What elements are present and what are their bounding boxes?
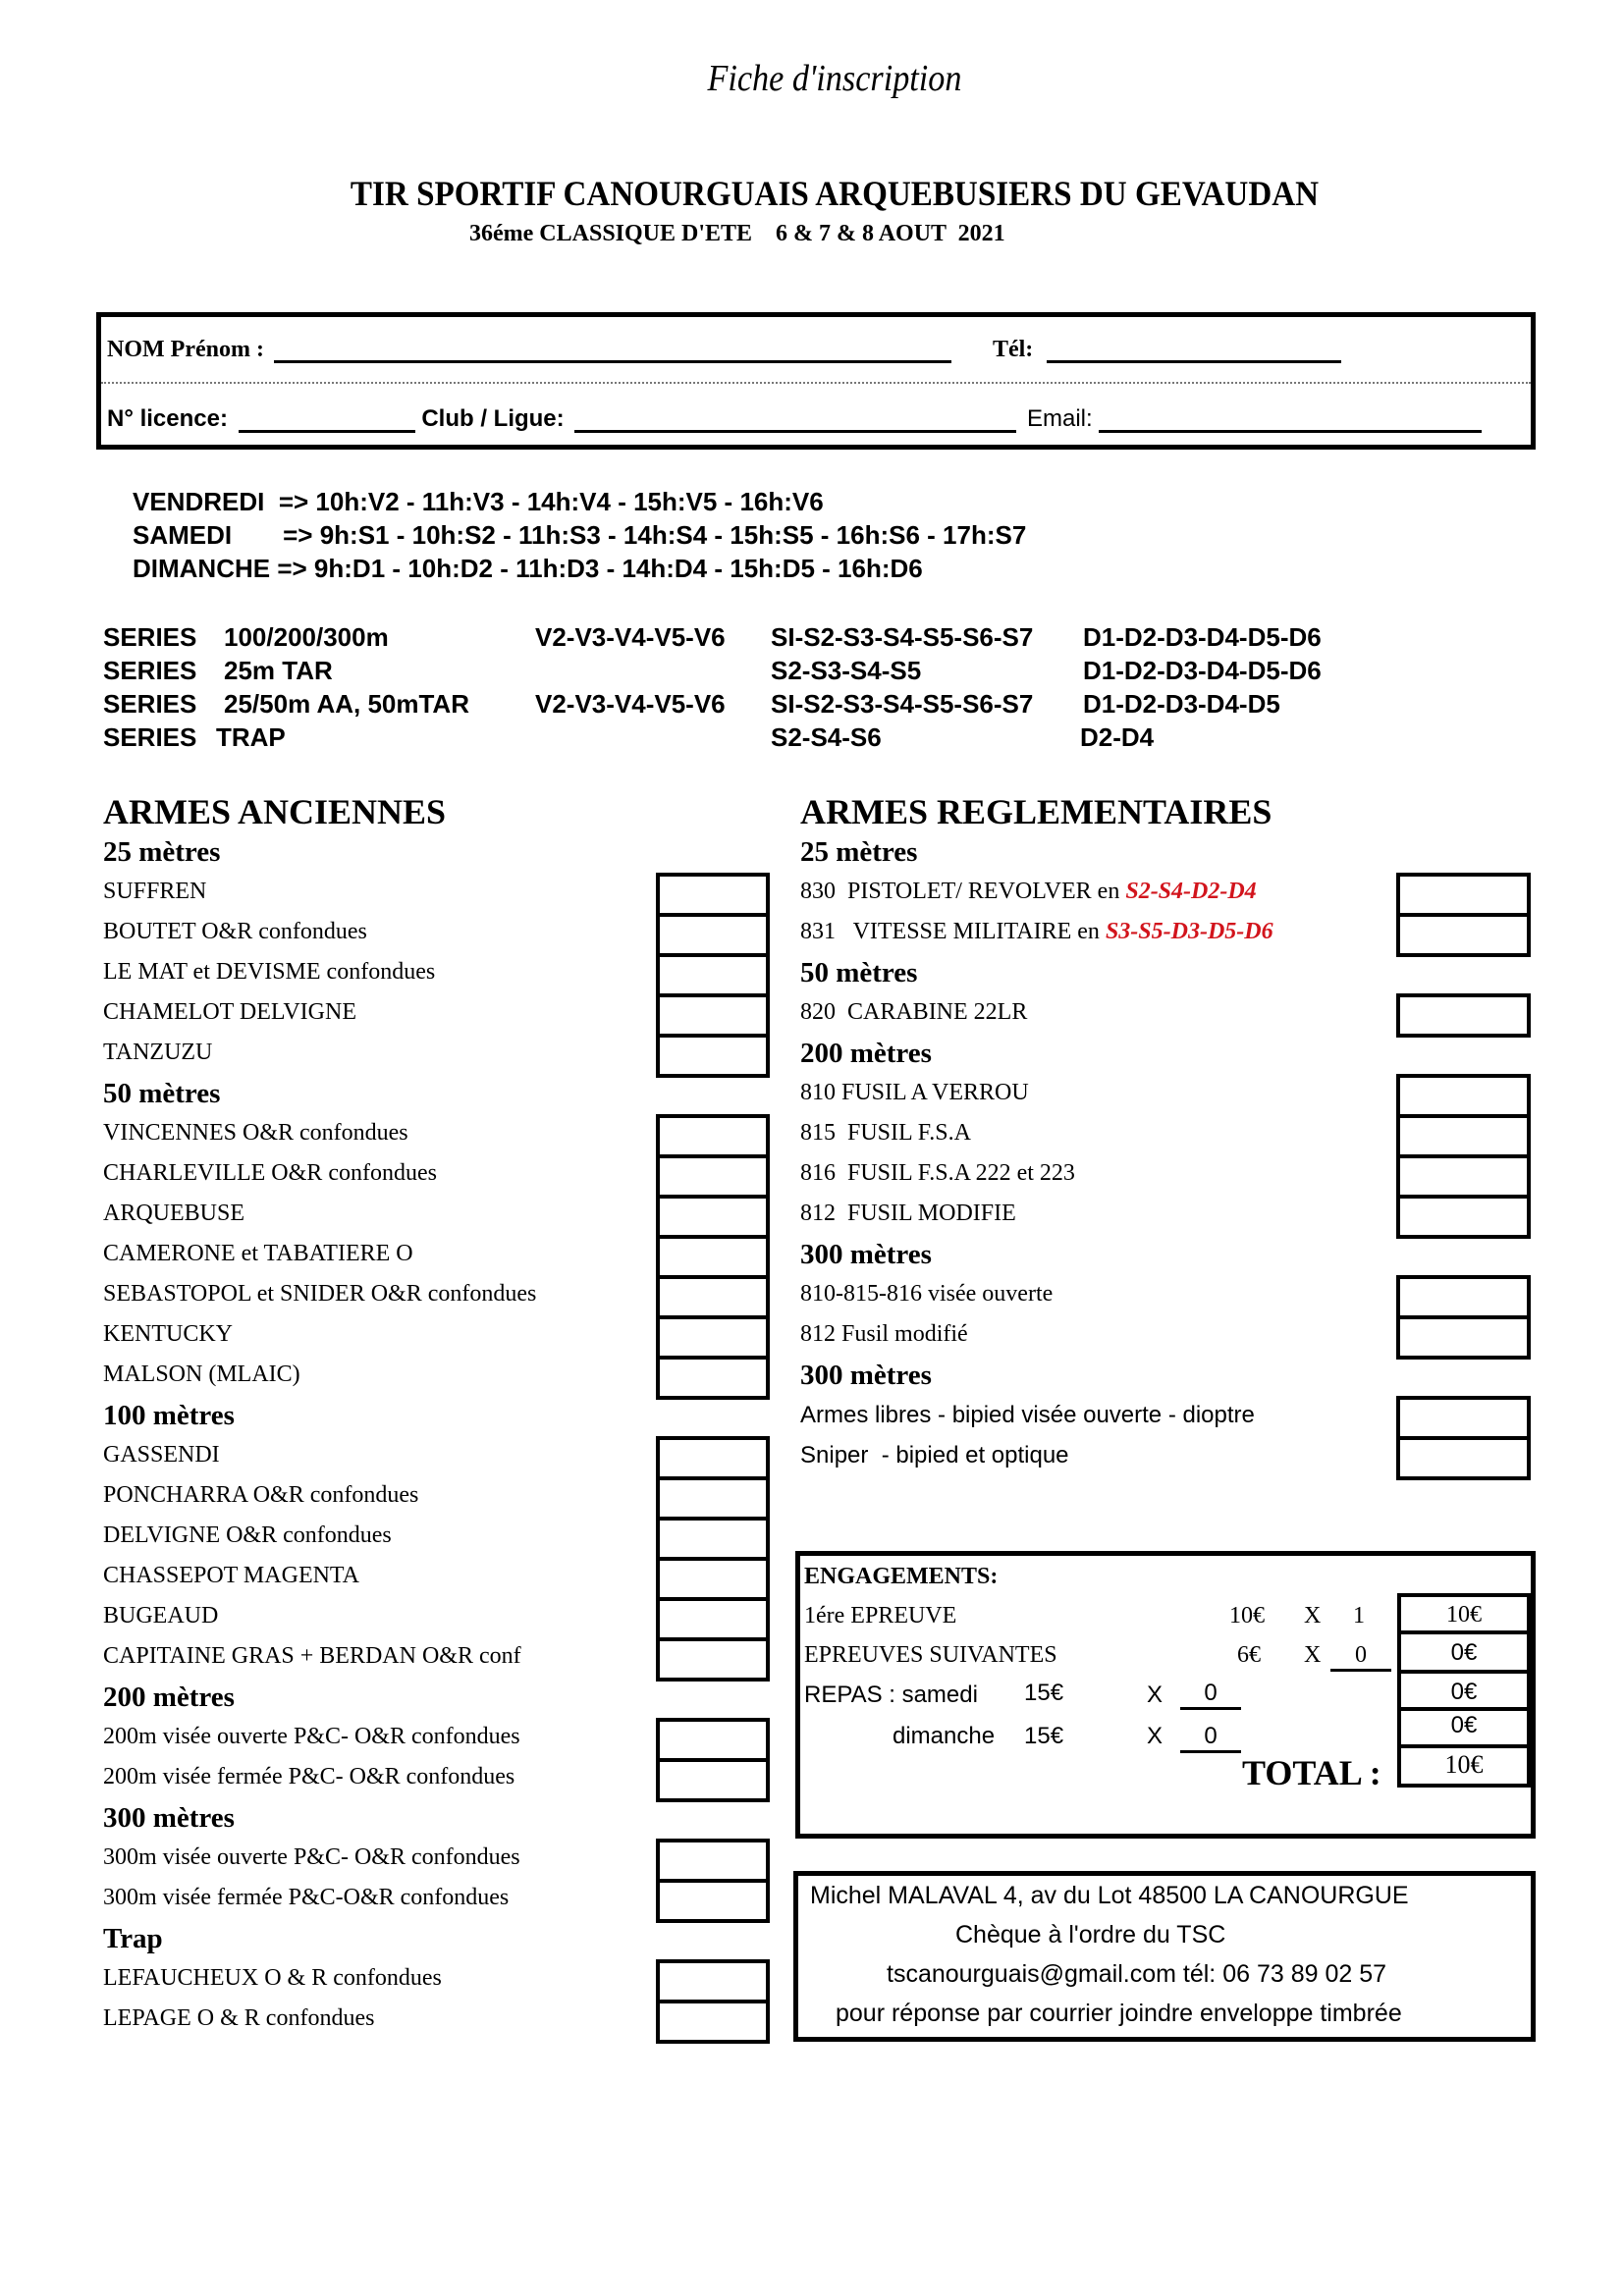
entry-checkbox[interactable] [1396,993,1531,1038]
entry-checkbox[interactable] [656,1476,770,1521]
entry-checkbox[interactable] [656,1557,770,1601]
series-discipline: TRAP [216,722,286,752]
contact-email-phone: tscanourguais@gmail.com tél: 06 73 89 02 57 [887,1960,1387,1988]
weapon-label [800,999,1027,1026]
entry-checkbox[interactable] [656,1839,770,1883]
entry-checkbox[interactable] [1396,913,1531,957]
total-label: TOTAL : [1242,1753,1381,1792]
weapon-text: 812 Fusil modifié [800,1321,968,1347]
weapon-text: 815 FUSIL F.S.A [800,1120,971,1146]
weapon-label: 300m visée ouverte P&C- O&R confondues [103,1844,520,1870]
weapon-label [800,879,1257,905]
series-dimanche: D1-D2-D3-D4-D5-D6 [1083,622,1322,652]
entry-checkbox[interactable] [656,1959,770,2003]
contact-cheque: Chèque à l'ordre du TSC [955,1921,1226,1949]
entry-checkbox[interactable] [656,913,770,957]
entry-checkbox[interactable] [656,1114,770,1158]
series-label: SERIES [103,656,197,685]
organization-title: TIR SPORTIF CANOURGUAIS ARQUEBUSIERS DU GEVAUDAN [350,174,1320,213]
weapon-label: GASSENDI [103,1442,220,1468]
club-field[interactable] [574,408,1016,433]
weapon-label: VINCENNES O&R confondues [103,1120,408,1146]
weapon-text: 816 FUSIL F.S.A 222 et 223 [800,1160,1075,1186]
divider [101,382,1531,384]
series-samedi: S2-S3-S4-S5 [771,656,922,685]
entry-checkbox[interactable] [656,953,770,997]
entry-checkbox[interactable] [656,1879,770,1923]
tel-field[interactable] [1047,339,1341,363]
repas-dimanche-label: dimanche [893,1723,996,1749]
weapon-label [800,1442,1069,1469]
multiply-sign: X [1304,1603,1322,1629]
weapon-label: CAPITAINE GRAS + BERDAN O&R conf [103,1643,521,1669]
weapon-label: BUGEAUD [103,1603,219,1629]
entry-checkbox[interactable] [656,1195,770,1239]
weapon-label: CHARLEVILLE O&R confondues [103,1160,437,1186]
entry-checkbox[interactable] [1396,1436,1531,1480]
repas-samedi-qty[interactable]: 0 [1180,1680,1241,1710]
distance-heading: 50 mètres [103,1078,221,1109]
name-label: NOM Prénom : [107,337,264,362]
contact-box [793,1871,1536,2042]
weapon-label: PONCHARRA O&R confondues [103,1482,419,1508]
weapon-label: MALSON (MLAIC) [103,1362,300,1387]
entry-checkbox[interactable] [656,1718,770,1762]
entry-checkbox[interactable] [1396,1154,1531,1199]
entry-checkbox[interactable] [656,1436,770,1480]
weapon-label: LEFAUCHEUX O & R confondues [103,1965,442,1991]
licence-label: N° licence: [107,405,228,432]
series-dimanche: D2-D4 [1080,722,1155,752]
schedule-samedi [133,520,1026,551]
weapon-label: LEPAGE O & R confondues [103,2005,375,2031]
series-samedi: SI-S2-S3-S4-S5-S6-S7 [771,622,1034,652]
weapon-text: 810-815-816 visée ouverte [800,1281,1054,1307]
weapon-text: Sniper - bipied et optique [800,1442,1069,1468]
series-samedi: S2-S4-S6 [771,722,882,752]
series-label: SERIES [103,622,197,652]
weapon-label [800,1080,1029,1106]
weapon-label: 200m visée ouverte P&C- O&R confondues [103,1724,520,1749]
contact-note: pour réponse par courrier joindre enveloppe timbrée [836,2000,1402,2027]
entry-checkbox[interactable] [656,1637,770,1682]
weapon-label [800,1120,971,1147]
first-epreuve-price: 10€ [1229,1603,1265,1629]
weapon-label [800,1281,1053,1308]
entry-checkbox[interactable] [656,1154,770,1199]
day-slots: => 9h:S1 - 10h:S2 - 11h:S3 - 14h:S4 - 15h:S5 - 16h:S6 - 17h:S7 [283,520,1027,550]
series-highlight: S3-S5-D3-D5-D6 [1105,919,1273,944]
weapon-text: Armes libres - bipied visée ouverte - dioptre [800,1402,1255,1428]
event-subtitle: 36éme CLASSIQUE D'ETE 6 & 7 & 8 AOUT 2021 [469,221,1005,246]
series-label: SERIES [103,722,197,752]
entry-checkbox[interactable] [656,1356,770,1400]
entry-checkbox[interactable] [1396,1275,1531,1319]
next-epreuves-label: EPREUVES SUIVANTES [804,1642,1057,1668]
weapon-label: TANZUZU [103,1040,213,1065]
series-discipline: 100/200/300m [224,622,389,652]
distance-heading: Trap [103,1923,163,1954]
weapon-label: CHASSEPOT MAGENTA [103,1563,359,1588]
day-slots: => 9h:D1 - 10h:D2 - 11h:D3 - 14h:D4 - 15h:D5 - 16h:D6 [277,554,923,583]
entry-checkbox[interactable] [1396,1114,1531,1158]
weapon-label: CHAMELOT DELVIGNE [103,999,356,1025]
distance-heading: 300 mètres [800,1360,932,1391]
distance-heading: 25 mètres [800,836,918,868]
weapon-label: CAMERONE et TABATIERE O [103,1241,413,1266]
email-label: Email: [1026,405,1093,432]
entry-checkbox[interactable] [656,1235,770,1279]
section-title: ARMES REGLEMENTAIRES [800,792,1272,831]
weapon-label [800,1160,1075,1187]
entry-checkbox[interactable] [656,1758,770,1802]
weapon-label: 300m visée fermée P&C-O&R confondues [103,1885,510,1910]
series-discipline: 25/50m AA, 50mTAR [224,689,469,719]
series-vendredi: V2-V3-V4-V5-V6 [535,622,726,652]
entry-checkbox[interactable] [1396,1315,1531,1360]
weapon-label: KENTUCKY [103,1321,233,1347]
day-label: VENDREDI [133,487,265,516]
repas-dimanche-qty[interactable]: 0 [1180,1723,1241,1753]
entry-checkbox[interactable] [656,1275,770,1319]
weapon-label: LE MAT et DEVISME confondues [103,959,436,985]
club-label: Club / Ligue: [421,405,565,432]
schedule-dimanche [133,554,923,584]
schedule-vendredi [133,487,824,517]
series-discipline: 25m TAR [224,656,333,685]
entry-checkbox[interactable] [1396,1074,1531,1118]
repas-dimanche-price: 15€ [1024,1723,1064,1749]
multiply-sign: X [1147,1723,1164,1749]
engagements-box [795,1551,1536,1839]
weapon-label: ARQUEBUSE [103,1201,245,1226]
distance-heading: 25 mètres [103,836,221,868]
entry-checkbox[interactable] [656,1517,770,1561]
next-epreuves-qty[interactable]: 0 [1330,1642,1391,1672]
weapon-text: 820 CARABINE 22LR [800,999,1028,1025]
day-slots: => 10h:V2 - 11h:V3 - 14h:V4 - 15h:V5 - 16h:V6 [278,487,824,516]
weapon-label [800,1201,1016,1227]
repas-samedi-amount: 0€ [1397,1670,1531,1711]
weapon-label: SEBASTOPOL et SNIDER O&R confondues [103,1281,537,1307]
form-title: Fiche d'inscription [707,58,962,99]
entry-checkbox[interactable] [1396,1195,1531,1239]
entry-checkbox[interactable] [1396,873,1531,917]
distance-heading: 100 mètres [103,1400,235,1431]
series-dimanche: D1-D2-D3-D4-D5 [1083,689,1280,719]
distance-heading: 200 mètres [103,1682,235,1713]
first-epreuve-amount: 10€ [1397,1593,1531,1634]
next-epreuves-amount: 0€ [1397,1630,1531,1674]
weapon-label: SUFFREN [103,879,207,904]
distance-heading: 50 mètres [800,957,918,988]
series-dimanche: D1-D2-D3-D4-D5-D6 [1083,656,1322,685]
day-label: SAMEDI [133,520,233,550]
total-amount: 10€ [1397,1744,1531,1788]
weapon-text: 830 PISTOLET/ REVOLVER en [800,879,1126,904]
series-vendredi: V2-V3-V4-V5-V6 [535,689,726,719]
email-field[interactable] [1099,408,1482,433]
multiply-sign: X [1304,1642,1322,1668]
first-epreuve-label: 1ére EPREUVE [804,1603,957,1629]
repas-dimanche-amount: 0€ [1397,1707,1531,1748]
repas-samedi-label: REPAS : samedi [804,1682,978,1708]
entry-checkbox[interactable] [656,1597,770,1641]
weapon-text: 810 FUSIL A VERROU [800,1080,1029,1105]
section-title: ARMES ANCIENNES [103,792,447,831]
name-field[interactable] [274,339,951,363]
weapon-label [800,919,1273,945]
entry-checkbox[interactable] [656,1315,770,1360]
weapon-label: BOUTET O&R confondues [103,919,367,944]
identity-box [96,312,1536,450]
weapon-text: 812 FUSIL MODIFIE [800,1201,1016,1226]
distance-heading: 200 mètres [800,1038,932,1069]
first-epreuve-qty: 1 [1353,1603,1365,1629]
distance-heading: 300 mètres [103,1802,235,1834]
entry-checkbox[interactable] [656,1034,770,1078]
multiply-sign: X [1147,1682,1164,1708]
weapon-label [800,1321,968,1348]
licence-field[interactable] [239,408,415,433]
repas-samedi-price: 15€ [1024,1680,1064,1706]
distance-heading: 300 mètres [800,1239,932,1270]
weapon-text: 831 VITESSE MILITAIRE en [800,919,1106,944]
series-highlight: S2-S4-D2-D4 [1125,879,1257,904]
day-label: DIMANCHE [133,554,271,583]
entry-checkbox[interactable] [656,993,770,1038]
entry-checkbox[interactable] [656,873,770,917]
series-samedi: SI-S2-S3-S4-S5-S6-S7 [771,689,1034,719]
weapon-label: DELVIGNE O&R confondues [103,1522,392,1548]
weapon-label: 200m visée fermée P&C- O&R confondues [103,1764,515,1789]
contact-address: Michel MALAVAL 4, av du Lot 48500 LA CANOURGUE [810,1882,1409,1909]
engagements-title: ENGAGEMENTS: [804,1564,999,1589]
next-epreuves-price: 6€ [1237,1642,1261,1668]
entry-checkbox[interactable] [1396,1396,1531,1440]
entry-checkbox[interactable] [656,2000,770,2044]
weapon-label [800,1402,1255,1429]
series-label: SERIES [103,689,197,719]
tel-label: Tél: [992,337,1034,362]
